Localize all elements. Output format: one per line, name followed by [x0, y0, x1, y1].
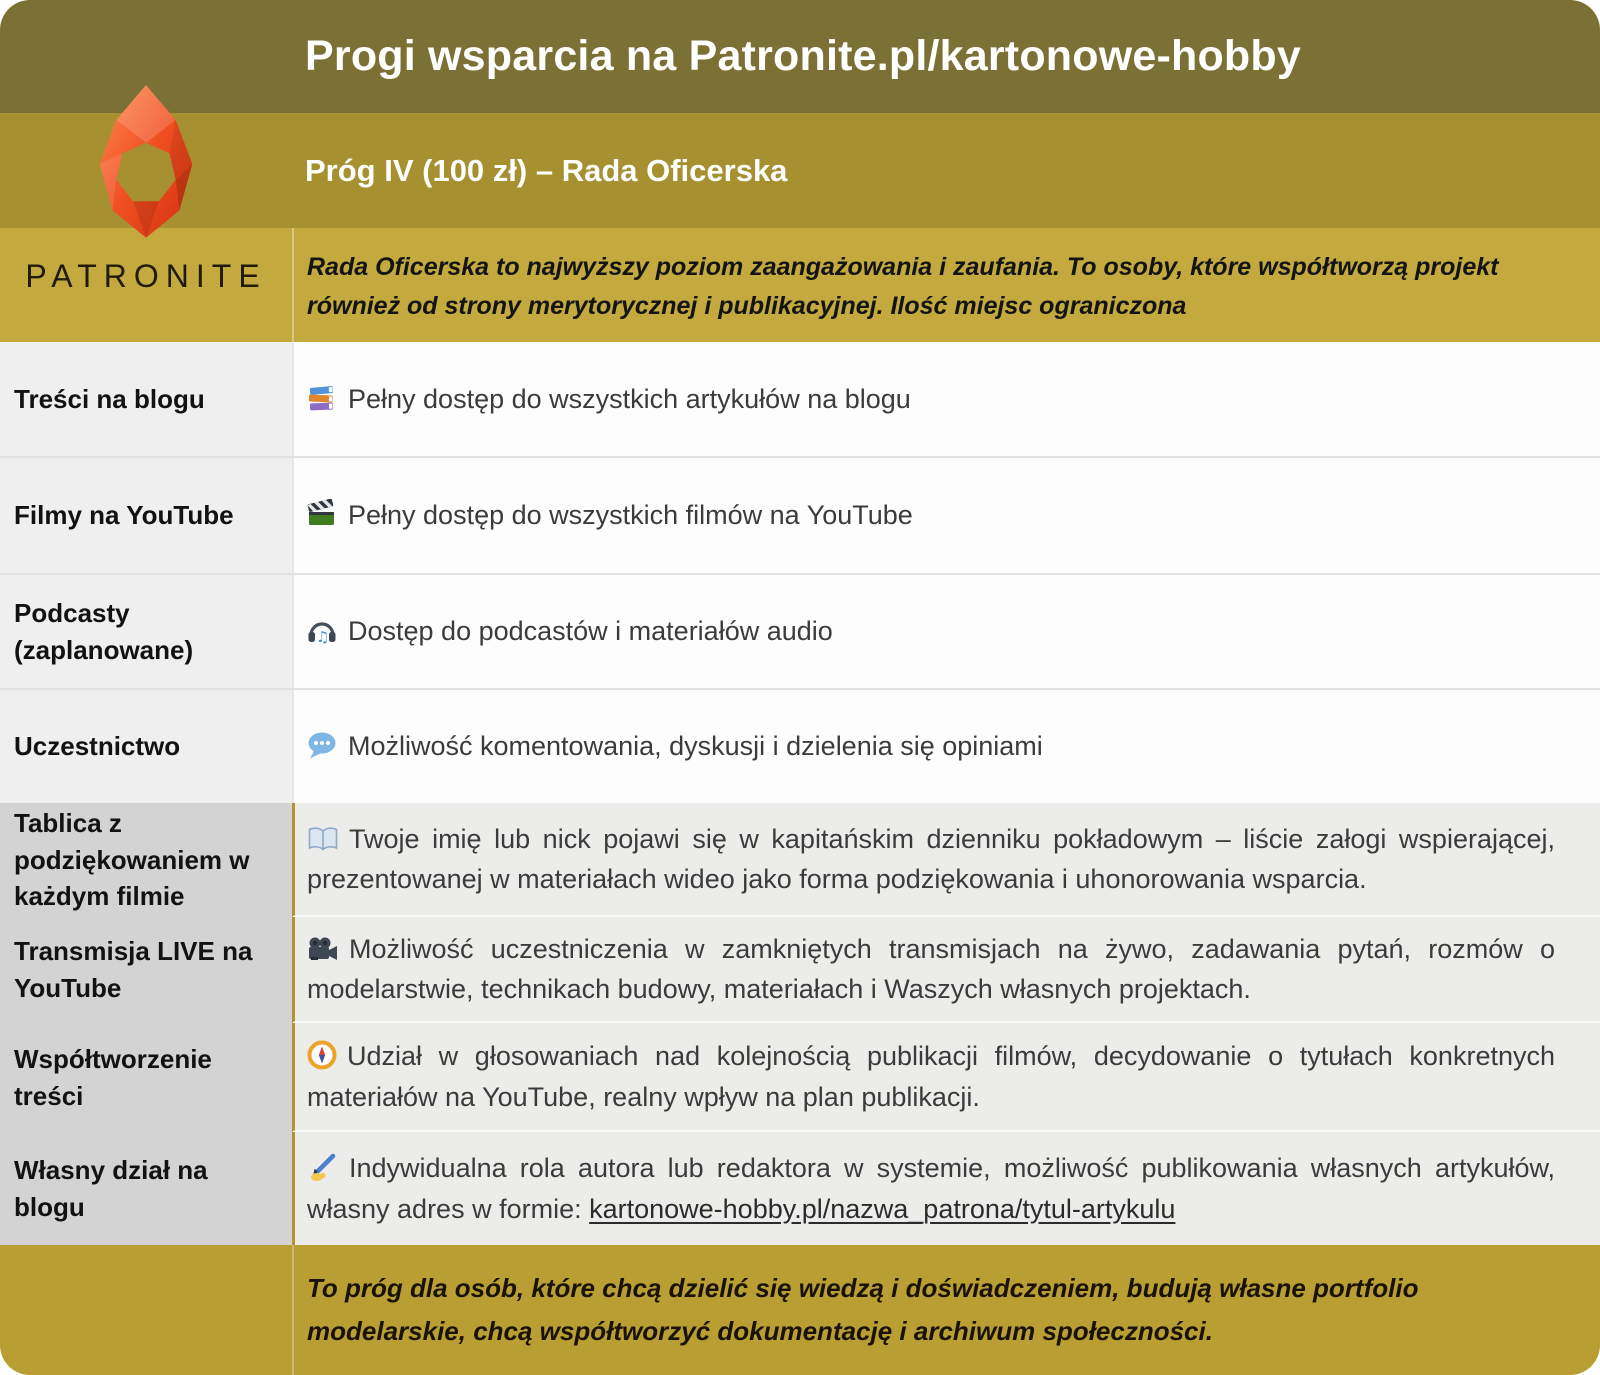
benefit-text: Twoje imię lub nick pojawi się w kapitańskim dzienniku pokładowym – liście załogi wspierającej, prezentowanej w materiałach wideo jako forma podziękowania i uhonorowania wsparcia. [307, 823, 1555, 894]
benefit-row-podcasts [0, 575, 1600, 690]
benefit-label: Podcasty (zaplanowane) [0, 575, 292, 688]
compass-icon [307, 1040, 337, 1070]
movie-camera-icon [307, 935, 339, 963]
open-book-icon [307, 825, 339, 853]
benefit-text: Indywidualna rola autora lub redaktora w systemie, możliwość publikowania własnych artykułów, własny adres w formie: [307, 1153, 1555, 1224]
benefit-label: Współtworzenie treści [0, 1023, 292, 1132]
benefit-row-credits [0, 803, 1600, 917]
benefit-row-blog [0, 342, 1600, 458]
benefit-label: Tablica z podziękowaniem w każdym filmie [0, 803, 292, 917]
footer-spacer [0, 1245, 292, 1375]
benefit-text: Możliwość uczestniczenia w zamkniętych transmisjach na żywo, zadawania pytań, rozmów o modelarstwie, technikach budowy, materiałach i Waszych własnych projektach. [307, 933, 1555, 1004]
logo-area [0, 0, 292, 342]
page-title: Progi wsparcia na Patronite.pl/kartonowe-hobby [305, 32, 1301, 80]
benefit-label: Uczestnictwo [0, 690, 292, 803]
benefit-row-youtube [0, 458, 1600, 575]
benefit-row-participation [0, 690, 1600, 803]
title-band [292, 0, 1600, 113]
writing-hand-icon [307, 1152, 339, 1182]
tier-title: Próg IV (100 zł) – Rada Oficerska [305, 152, 788, 188]
benefit-text: Możliwość komentowania, dyskusji i dzielenia się opiniami [348, 731, 1043, 762]
footer-band [0, 1245, 1600, 1375]
benefit-text: Pełny dostęp do wszystkich artykułów na blogu [348, 383, 911, 414]
header-bands [292, 0, 1600, 342]
patron-article-url-link[interactable]: kartonowe-hobby.pl/nazwa_patrona/tytul-artykulu [589, 1193, 1176, 1224]
books-icon [306, 383, 338, 413]
benefit-row-author [0, 1132, 1600, 1245]
benefit-text: Pełny dostęp do wszystkich filmów na YouTube [348, 500, 913, 531]
benefit-text: Dostęp do podcastów i materiałów audio [348, 616, 833, 647]
patronite-gem-icon [70, 80, 222, 253]
footer-note: To próg dla osób, które chcą dzielić się wiedzą i doświadczeniem, budują własne portfolio modelarskie, chcą współtworzyć dokumentację i archiwum społeczności. [307, 1273, 1419, 1346]
svg-text:♫: ♫ [316, 628, 330, 646]
benefit-row-cocreation [0, 1023, 1600, 1132]
benefit-text: Udział w głosowaniach nad kolejnością publikacji filmów, decydowanie o tytułach konkretnych materiałów na YouTube, realny wpływ na plan publikacji. [307, 1041, 1555, 1112]
benefit-label: Filmy na YouTube [0, 458, 292, 573]
benefit-row-live [0, 917, 1600, 1023]
patronite-wordmark: PATRONITE [25, 258, 267, 294]
speech-balloon-icon [306, 730, 338, 760]
clapper-board-icon [306, 499, 338, 529]
benefit-label: Treści na blogu [0, 342, 292, 456]
tier-description-band [292, 228, 1600, 342]
benefit-label: Transmisja LIVE na YouTube [0, 917, 292, 1023]
tier-band [292, 113, 1600, 228]
headphones-icon [306, 615, 338, 645]
header [0, 0, 1600, 342]
benefit-label: Własny dział na blogu [0, 1132, 292, 1245]
tier-description: Rada Oficerska to najwyższy poziom zaangażowania i zaufania. To osoby, które współtworzą projekt również od strony merytorycznej i publikacyjnej. Ilość miejsc ograniczona [307, 253, 1499, 320]
